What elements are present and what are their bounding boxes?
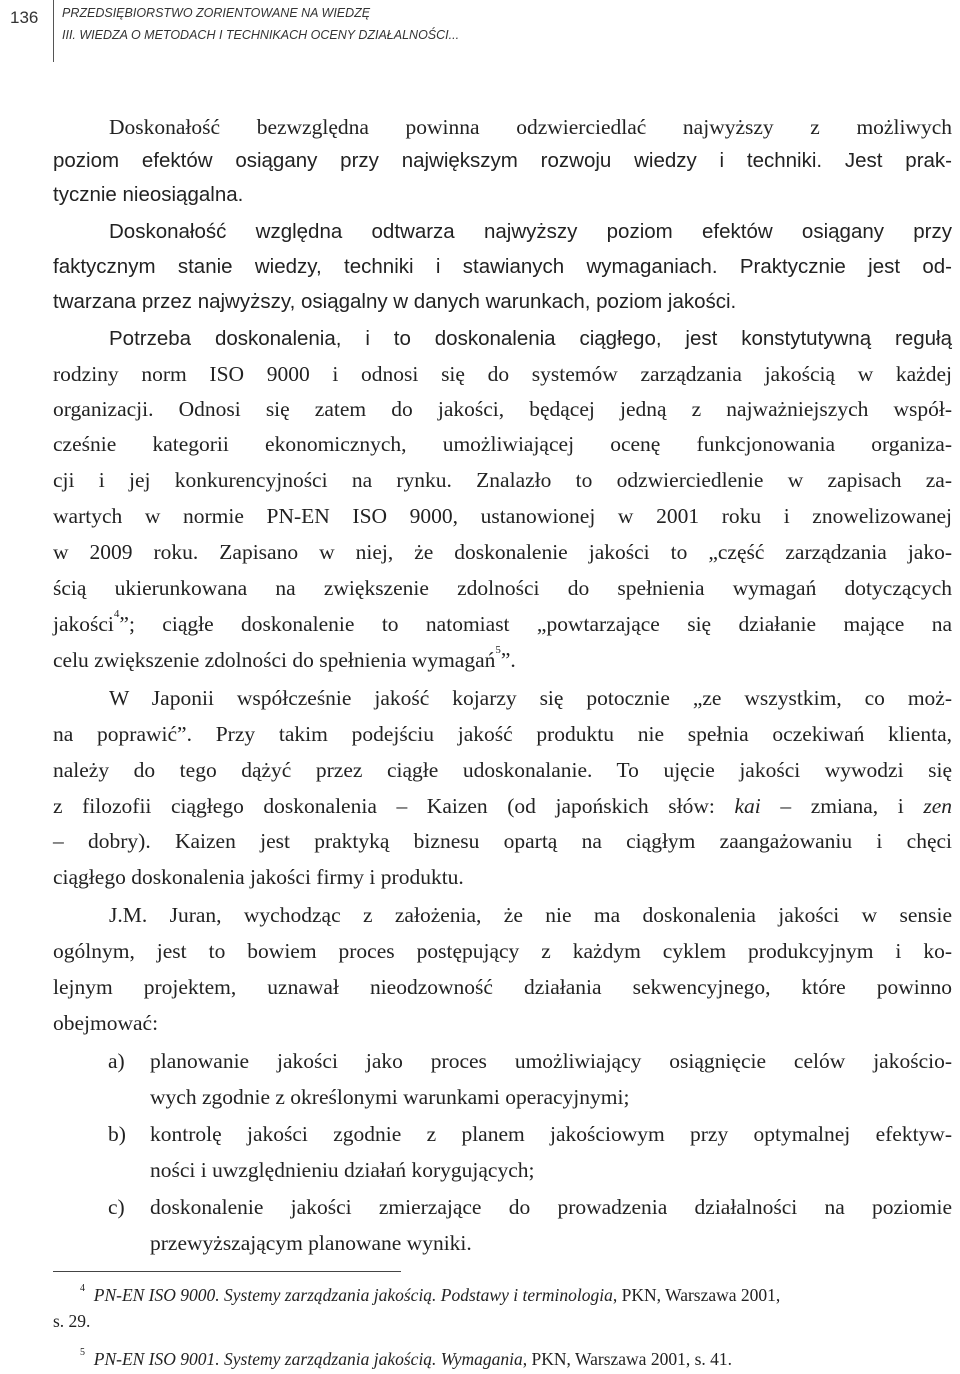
paragraph-line: cji i jej konkurencyjności na rynku. Znalazło to odzwierciedlenie w zapisach za-: [53, 468, 952, 492]
footnote-text: , PKN, Warszawa 2001,: [612, 1285, 781, 1305]
footnote-title: PN-EN ISO 9001. Systemy zarządzania jakością. Wymagania: [93, 1349, 523, 1369]
paragraph-line: [53, 643, 516, 677]
running-title-line-2: [62, 24, 459, 46]
footnote-number: 4: [80, 1283, 85, 1294]
paragraph-line: ścią ukierunkowana na zwiększenie zdolności do spełnienia wymagań dotyczących: [53, 576, 952, 600]
paragraph-line: wartych w normie PN-EN ISO 9000, ustanowionej w 2001 roku i znowelizowanej: [53, 504, 952, 528]
paragraph-line: na poprawić”. Przy takim podejściu jakość produktu nie spełnia oczekiwań klienta,: [53, 722, 952, 746]
text-span: jakości: [53, 612, 114, 636]
footnote-4: [80, 1283, 780, 1307]
paragraph-line: Doskonałość względna odtwarza najwyższy poziom efektów osiągany przy: [109, 220, 952, 243]
paragraph-line: Doskonałość bezwzględna powinna odzwierciedlać najwyższy z możliwych: [109, 115, 952, 139]
footnote-4-continuation: s. 29.: [53, 1311, 91, 1331]
footnote-number: 5: [80, 1347, 85, 1358]
text-span: ”.: [500, 648, 516, 672]
paragraph-line: obejmować:: [53, 1011, 159, 1035]
running-title-line-1: [62, 2, 370, 24]
footnote-divider: [53, 1271, 401, 1272]
paragraph-line: w 2009 roku. Zapisano w niej, że doskonalenie jakości to „część zarządzania jako-: [53, 540, 952, 564]
paragraph-line: faktycznym stanie wiedzy, techniki i stawianych wymaganiach. Praktycznie jest od-: [53, 255, 952, 278]
paragraph-line: W Japonii współcześnie jakość kojarzy się potocznie „ze wszystkim, co moż-: [109, 686, 952, 710]
italic-term: zen: [923, 794, 952, 818]
list-label: b): [108, 1122, 126, 1146]
list-line: planowanie jakości jako proces umożliwiający osiągnięcie celów jakościo-: [150, 1049, 952, 1073]
text-span: celu zwiększenie zdolności do spełnienia wymagań: [53, 648, 496, 672]
footnote-ref: 4: [113, 608, 120, 620]
paragraph-line: [53, 607, 952, 641]
page-number: 136: [10, 8, 39, 27]
paragraph-line: [53, 789, 952, 823]
footnote-ref: 5: [495, 644, 501, 656]
header-divider: [53, 0, 54, 62]
list-line: ności i uwzględnieniu działań korygujących;: [150, 1158, 535, 1182]
text-span: ”; ciągłe doskonalenie to natomiast „powtarzające się działanie mające na: [119, 612, 952, 636]
list-line: wych zgodnie z określonymi warunkami operacyjnymi;: [150, 1085, 630, 1109]
list-label: c): [108, 1195, 125, 1219]
running-title-text: III. WIEDZA O METODACH I TECHNIKACH OCENY DZIAŁALNOŚCI...: [62, 28, 460, 42]
italic-term: kai: [734, 794, 761, 818]
paragraph-line: – dobry). Kaizen jest praktyką biznesu opartą na ciągłym zaangażowaniu i chęci: [53, 829, 952, 853]
list-line: przewyższającym planowane wyniki.: [150, 1231, 472, 1255]
text-span: z filozofii ciągłego doskonalenia – Kaizen (od japońskich słów:: [53, 794, 735, 818]
paragraph-line: rodziny norm ISO 9000 i odnosi się do systemów zarządzania jakością w każdej: [53, 362, 952, 386]
paragraph-line: ogólnym, jest to bowiem proces postępujący z każdym cyklem produkcyjnym i ko-: [53, 939, 952, 963]
footnote-5: [80, 1347, 732, 1371]
paragraph-line: cześnie kategorii ekonomicznych, umożliwiającej ocenę funkcjonowania organiza-: [53, 432, 952, 456]
running-title-text: PRZEDSIĘBIORSTWO ZORIENTOWANE NA WIEDZĘ: [62, 6, 371, 20]
footnote-text: , PKN, Warszawa 2001, s. 41.: [522, 1349, 733, 1369]
list-line: kontrolę jakości zgodnie z planem jakościowym przy optymalnej efektyw-: [150, 1122, 952, 1146]
paragraph-line: należy do tego dążyć przez ciągłe udoskonalanie. To ujęcie jakości wywodzi się: [53, 758, 952, 782]
paragraph-line: twarzana przez najwyższy, osiągalny w danych warunkach, poziom jakości.: [53, 290, 737, 313]
paragraph-line: ciągłego doskonalenia jakości firmy i produktu.: [53, 865, 464, 889]
list-label: a): [108, 1049, 125, 1073]
paragraph-line: lejnym projektem, uznawał nieodzowność działania sekwencyjnego, które powinno: [53, 975, 952, 999]
text-span: – zmiana, i: [760, 794, 924, 818]
paragraph-line: J.M. Juran, wychodząc z założenia, że nie ma doskonalenia jakości w sensie: [109, 903, 952, 927]
list-line: doskonalenie jakości zmierzające do prowadzenia działalności na poziomie: [150, 1195, 952, 1219]
footnote-title: PN-EN ISO 9000. Systemy zarządzania jakością. Podstawy i terminologia: [93, 1285, 613, 1305]
paragraph-line: poziom efektów osiągany przy największym rozwoju wiedzy i techniki. Jest prak-: [53, 149, 952, 172]
paragraph-line: tycznie nieosiągalna.: [53, 183, 244, 206]
paragraph-line: Potrzeba doskonalenia, i to doskonalenia ciągłego, jest konstytutywną regułą: [109, 327, 952, 350]
paragraph-line: organizacji. Odnosi się zatem do jakości, będącej jedną z najważniejszych współ-: [53, 397, 952, 421]
